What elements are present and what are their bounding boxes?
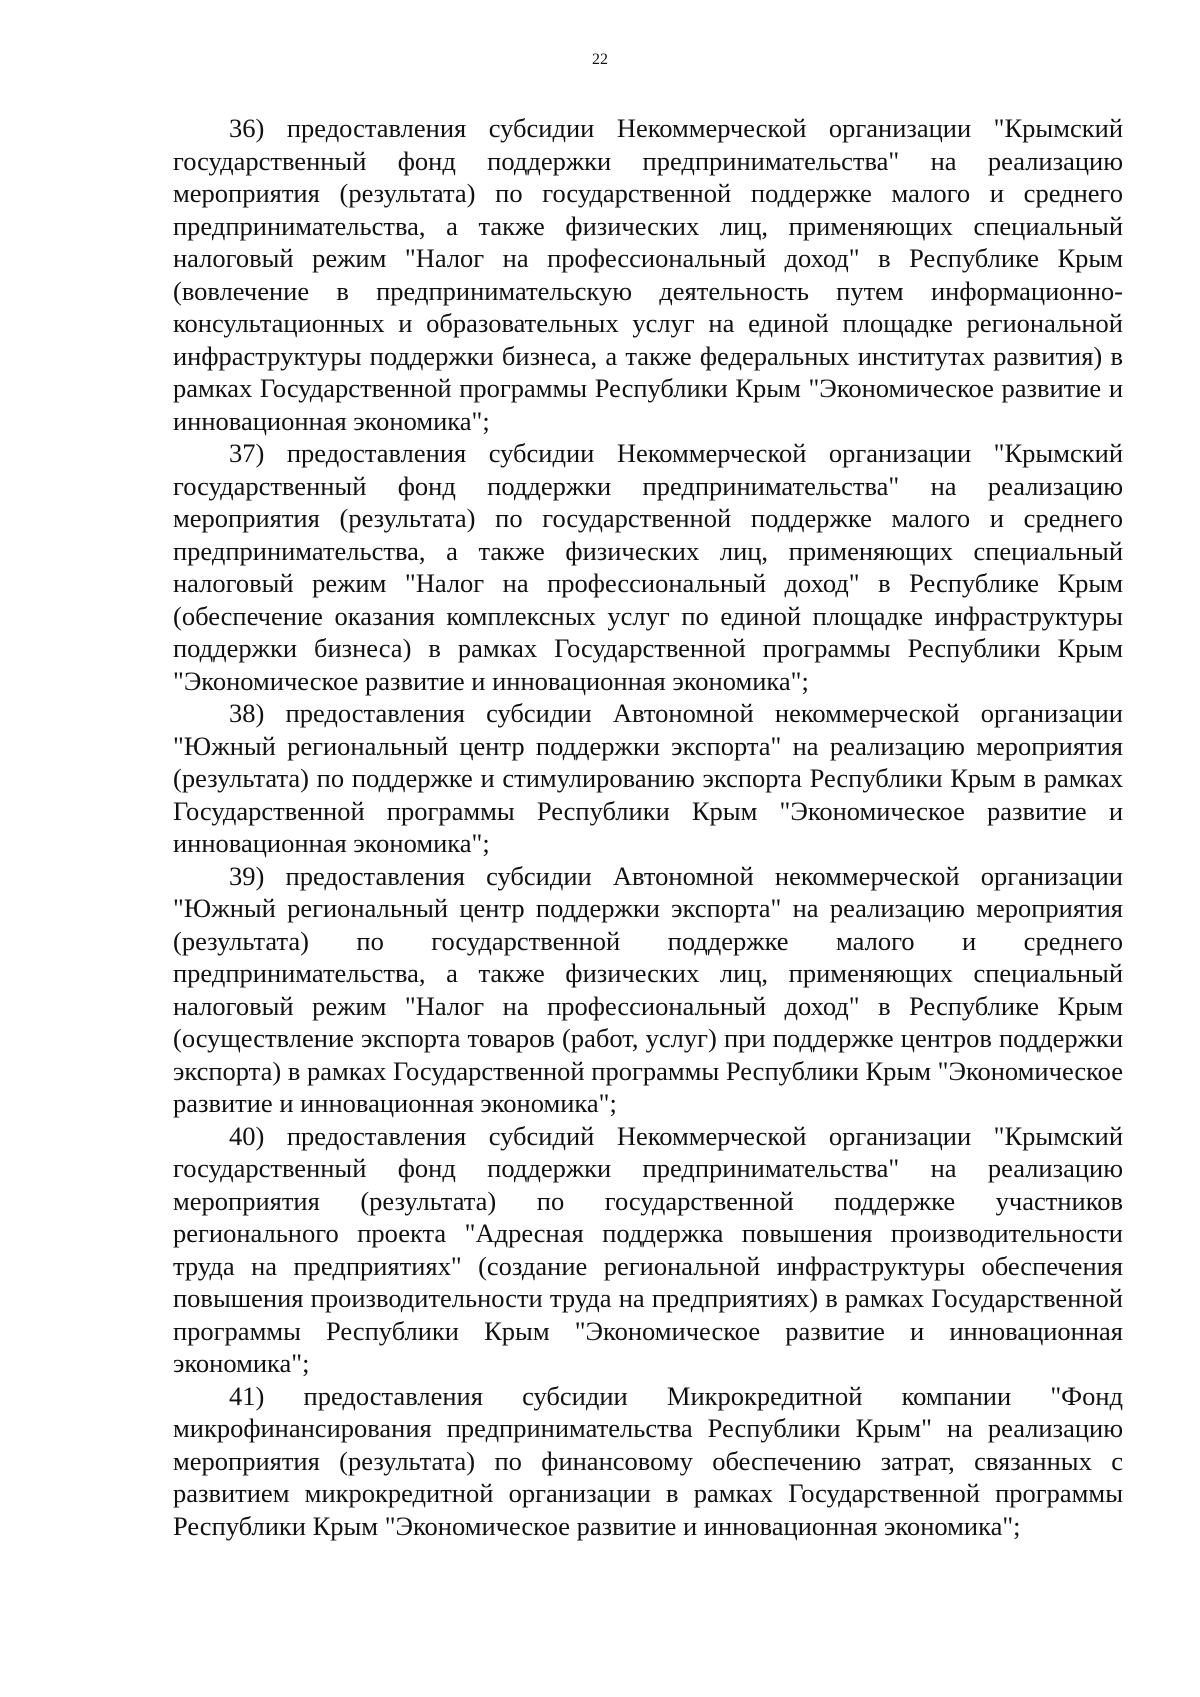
document-body bbox=[173, 112, 1123, 1542]
paragraph-item-40: 40) предоставления субсидий Некоммерческой организации "Крымский государственный фонд поддержки предпринимательства" на реализацию мероприятия (результата) по государственной поддержке участников регионального проекта "Адресная поддержка повышения производительности труда на предприятиях" (создание региональной инфраструктуры обеспечения повышения производительности труда на предприятиях) в рамках Государственной программы Республики Крым "Экономическое развитие и инновационная экономика"; bbox=[173, 1120, 1123, 1378]
paragraph-item-39: 39) предоставления субсидии Автономной некоммерческой организации "Южный региональный центр поддержки экспорта" на реализацию мероприятия (результата) по государственной поддержке малого и среднего предпринимательства, а также физических лиц, применяющих специальный налоговый режим "Налог на профессиональный доход" в Республике Крым (осуществление экспорта товаров (работ, услуг) при поддержке центров поддержки экспорта) в рамках Государственной программы Республики Крым "Экономическое развитие и инновационная экономика"; bbox=[173, 860, 1123, 1118]
paragraph-item-37: 37) предоставления субсидии Некоммерческой организации "Крымский государственный фонд поддержки предпринимательства" на реализацию мероприятия (результата) по государственной поддержке малого и среднего предпринимательства, а также физических лиц, применяющих специальный налоговый режим "Налог на профессиональный доход" в Республике Крым (обеспечение оказания комплексных услуг по единой площадке инфраструктуры поддержки бизнеса) в рамках Государственной программы Республики Крым "Экономическое развитие и инновационная экономика"; bbox=[173, 438, 1123, 696]
paragraph-item-41: 41) предоставления субсидии Микрокредитной компании "Фонд микрофинансирования предпринимательства Республики Крым" на реализацию мероприятия (результата) по финансовому обеспечению затрат, связанных с развитием микрокредитной организации в рамках Государственной программы Республики Крым "Экономическое развитие и инновационная экономика"; bbox=[173, 1380, 1123, 1541]
paragraph-item-36: 36) предоставления субсидии Некоммерческой организации "Крымский государственный фонд поддержки предпринимательства" на реализацию мероприятия (результата) по государственной поддержке малого и среднего предпринимательства, а также физических лиц, применяющих специальный налоговый режим "Налог на профессиональный доход" в Республике Крым (вовлечение в предпринимательскую деятельность путем информационно-консультационных и образовательных услуг на единой площадке региональной инфраструктуры поддержки бизнеса, а также федеральных институтах развития) в рамках Государственной программы Республики Крым "Экономическое развитие и инновационная экономика"; bbox=[173, 113, 1123, 436]
page-number: 22 bbox=[592, 51, 608, 68]
paragraph-item-38: 38) предоставления субсидии Автономной некоммерческой организации "Южный региональный центр поддержки экспорта" на реализацию мероприятия (результата) по поддержке и стимулированию экспорта Республики Крым в рамках Государственной программы Республики Крым "Экономическое развитие и инновационная экономика"; bbox=[173, 698, 1123, 858]
